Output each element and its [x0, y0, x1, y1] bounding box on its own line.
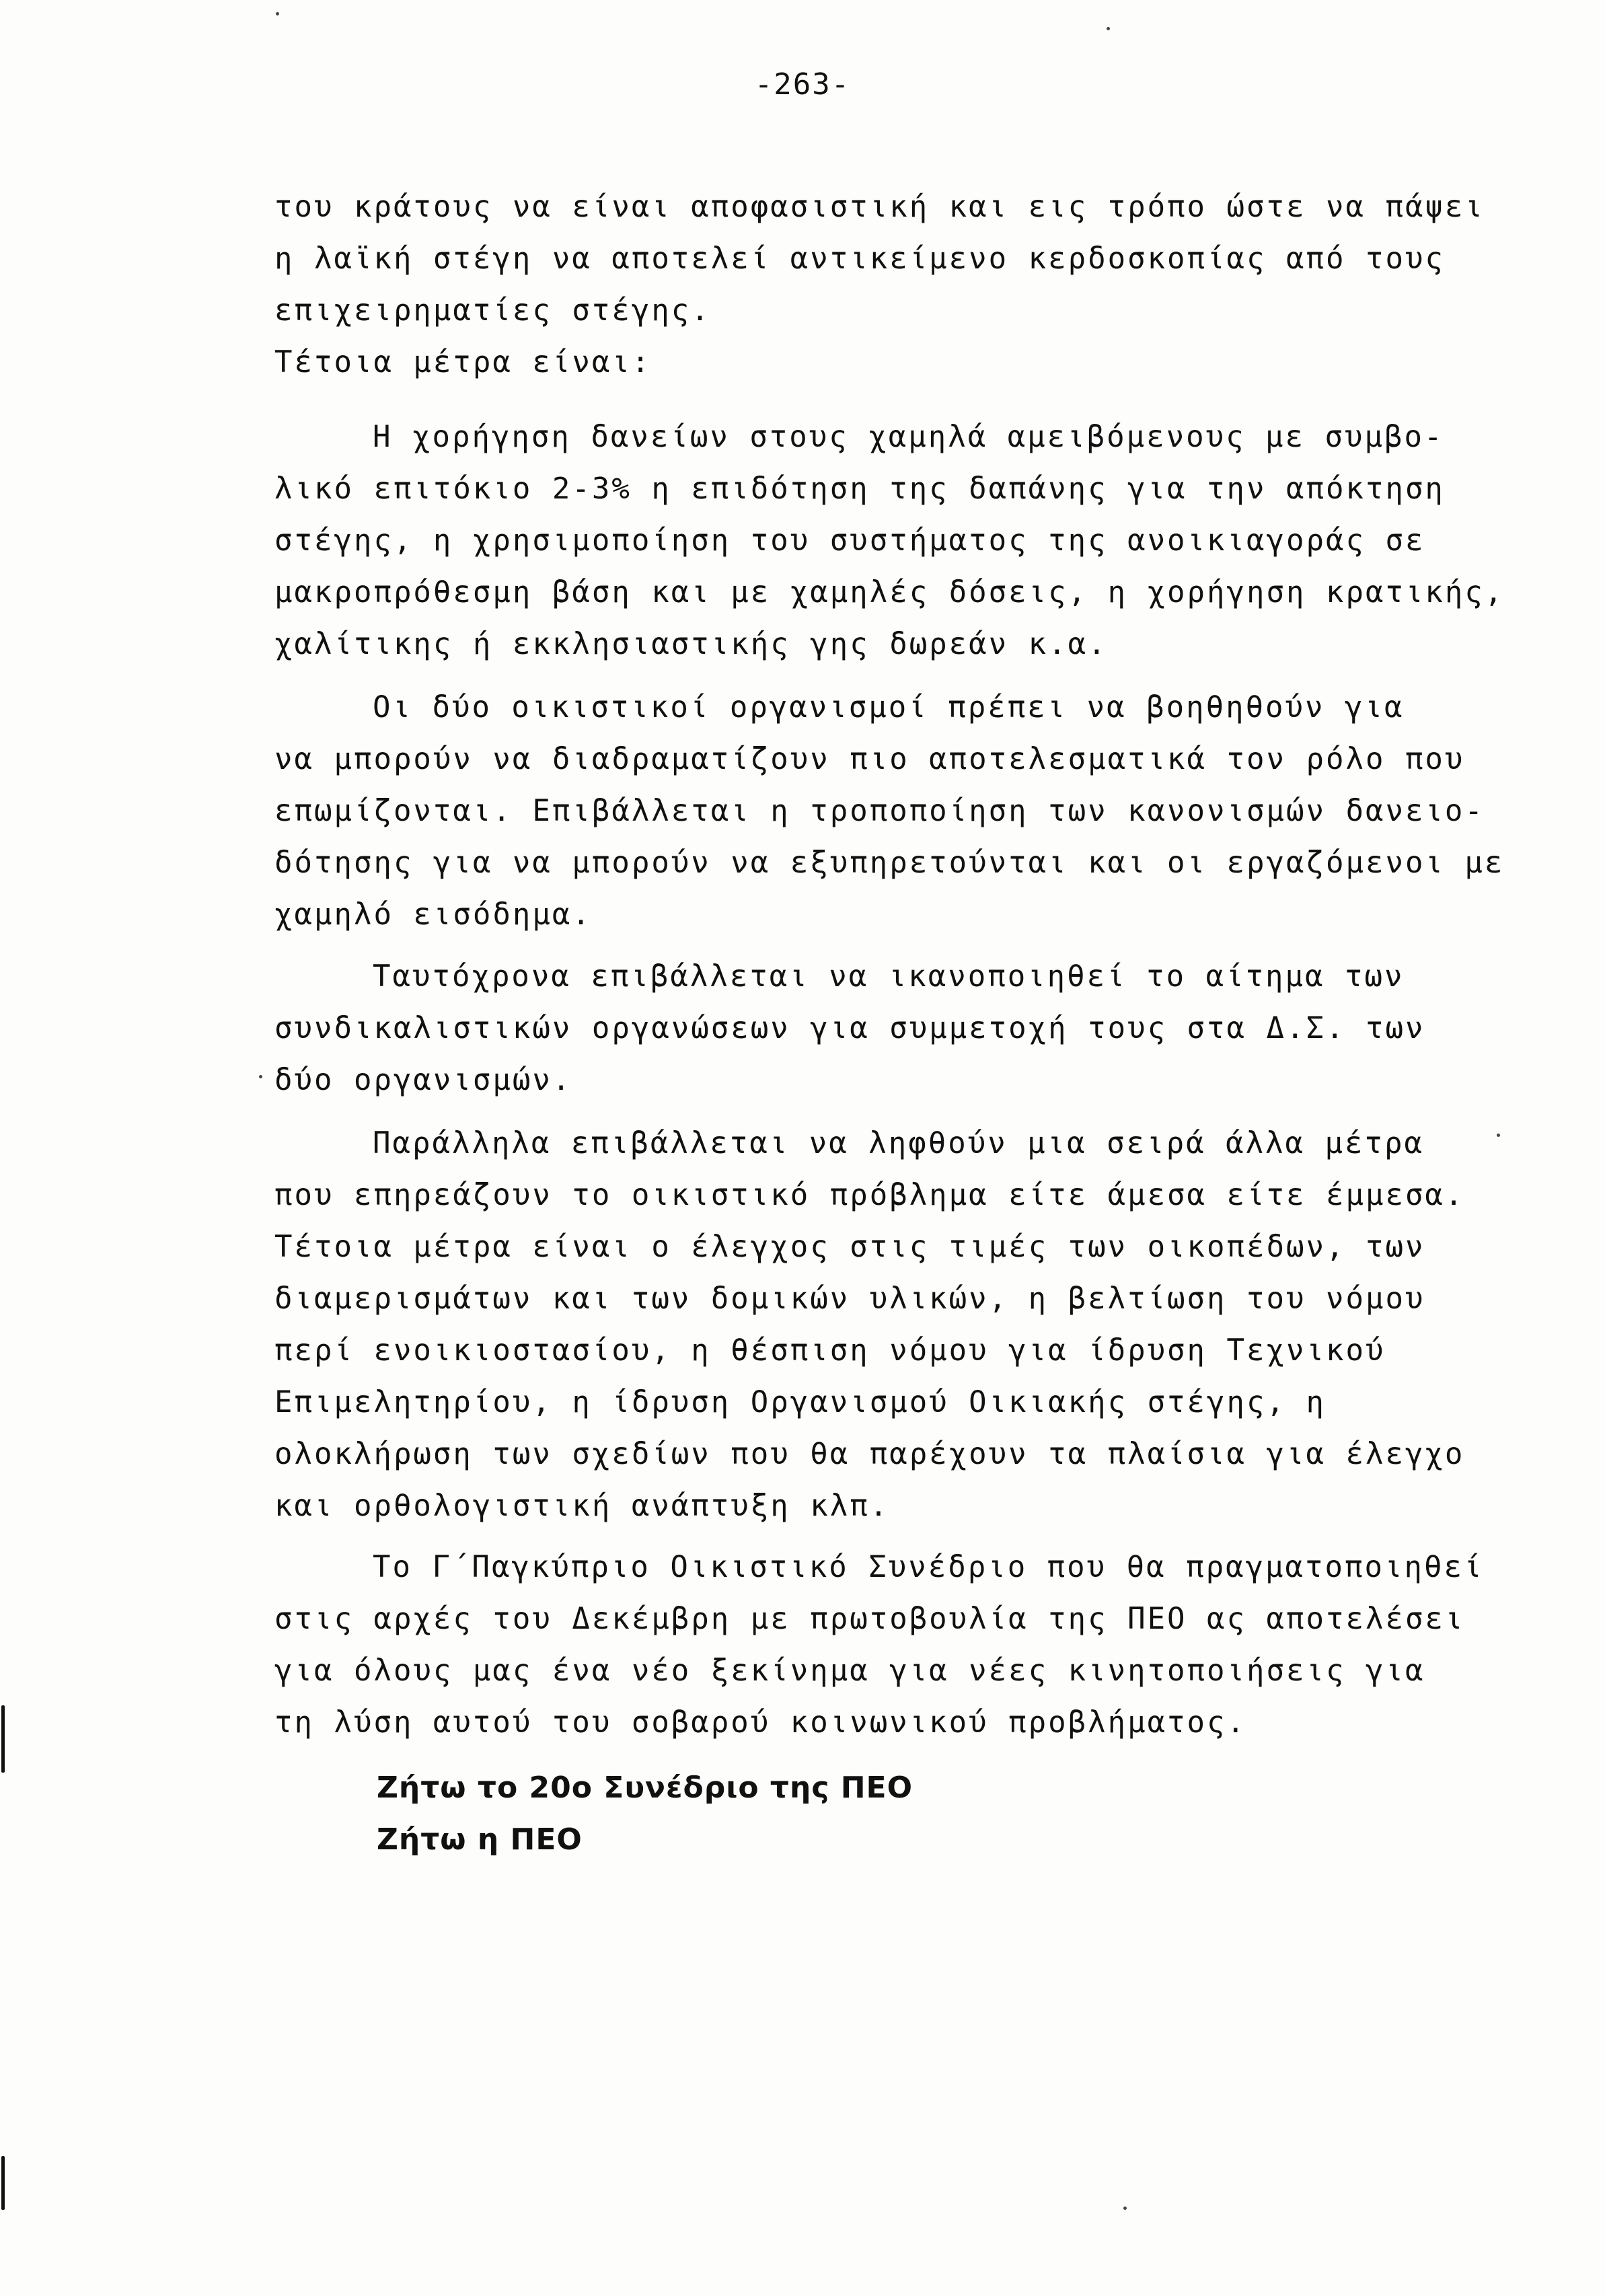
scan-margin-mark: [1, 2156, 5, 2210]
text-line: επωμίζονται. Επιβάλλεται η τροποποίηση των κανονισμών δανειο-: [274, 794, 1485, 828]
scan-speck: [1123, 2207, 1127, 2210]
text-line: που επηρεάζουν το οικιστικό πρόβλημα είτε άμεσα είτε έμμεσα.: [274, 1178, 1465, 1212]
text-line: Οι δύο οικιστικοί οργανισμοί πρέπει να βοηθηθούν για: [373, 690, 1405, 725]
text-line: συνδικαλιστικών οργανώσεων για συμμετοχή τους στα Δ.Σ. των: [274, 1011, 1425, 1045]
text-line: η λαϊκή στέγη να αποτελεί αντικείμενο κερδοσκοπίας από τους: [274, 242, 1445, 276]
text-line: τη λύση αυτού του σοβαρού κοινωνικού προβλήματος.: [274, 1705, 1247, 1740]
text-line: Η χορήγηση δανείων στους χαμηλά αμειβόμενους με συμβο-: [373, 420, 1444, 454]
closing-slogan: Ζήτω το 20ο Συνέδριο της ΠΕΟ: [377, 1771, 913, 1805]
text-line: μακροπρόθεσμη βάση και με χαμηλές δόσεις, η χορήγηση κρατικής,: [274, 575, 1505, 609]
text-line: Τέτοια μέτρα είναι:: [274, 345, 652, 379]
text-line: στέγης, η χρησιμοποίηση του συστήματος της ανοικιαγοράς σε: [274, 523, 1425, 558]
text-line: περί ενοικιοστασίου, η θέσπιση νόμου για ίδρυση Τεχνικού: [274, 1333, 1386, 1368]
text-line: Ταυτόχρονα επιβάλλεται να ικανοποιηθεί το αίτημα των: [373, 959, 1405, 994]
scan-speck: [1107, 27, 1110, 30]
text-line: δύο οργανισμών.: [274, 1063, 572, 1097]
text-line: διαμερισμάτων και των δομικών υλικών, η βελτίωση του νόμου: [274, 1282, 1425, 1316]
scan-speck: [259, 1075, 262, 1078]
closing-slogan: Ζήτω η ΠΕΟ: [377, 1822, 583, 1857]
text-line: χαμηλό εισόδημα.: [274, 897, 592, 932]
scan-speck: [276, 12, 279, 15]
text-line: λικό επιτόκιο 2-3% η επιδότηση της δαπάνης για την απόκτηση: [274, 472, 1445, 506]
text-line: στις αρχές του Δεκέμβρη με πρωτοβουλία της ΠΕΟ ας αποτελέσει: [274, 1602, 1465, 1636]
text-line: του κράτους να είναι αποφασιστική και εις τρόπο ώστε να πάψει: [274, 190, 1485, 224]
text-line: χαλίτικης ή εκκλησιαστικής γης δωρεάν κ.α.: [274, 627, 1108, 661]
text-line: να μπορούν να διαδραματίζουν πιο αποτελεσματικά τον ρόλο που: [274, 742, 1465, 776]
text-line: για όλους μας ένα νέο ξεκίνημα για νέες κινητοποιήσεις για: [274, 1654, 1425, 1688]
scan-margin-mark: [1, 1705, 5, 1773]
page-number: -263-: [754, 67, 851, 102]
scan-speck: [1497, 1134, 1500, 1137]
text-line: Επιμελητηρίου, η ίδρυση Οργανισμού Οικιακής στέγης, η: [274, 1385, 1326, 1419]
text-line: και ορθολογιστική ανάπτυξη κλπ.: [274, 1489, 890, 1523]
text-line: Παράλληλα επιβάλλεται να ληφθούν μια σειρά άλλα μέτρα: [373, 1126, 1424, 1160]
text-line: επιχειρηματίες στέγης.: [274, 293, 711, 328]
text-line: Το Γ΄Παγκύπριο Οικιστικό Συνέδριο που θα πραγματοποιηθεί: [373, 1550, 1484, 1584]
text-line: ολοκλήρωση των σχεδίων που θα παρέχουν τα πλαίσια για έλεγχο: [274, 1437, 1465, 1471]
text-line: Τέτοια μέτρα είναι ο έλεγχος στις τιμές των οικοπέδων, των: [274, 1230, 1425, 1264]
text-line: δότησης για να μπορούν να εξυπηρετούνται και οι εργαζόμενοι με: [274, 846, 1505, 880]
